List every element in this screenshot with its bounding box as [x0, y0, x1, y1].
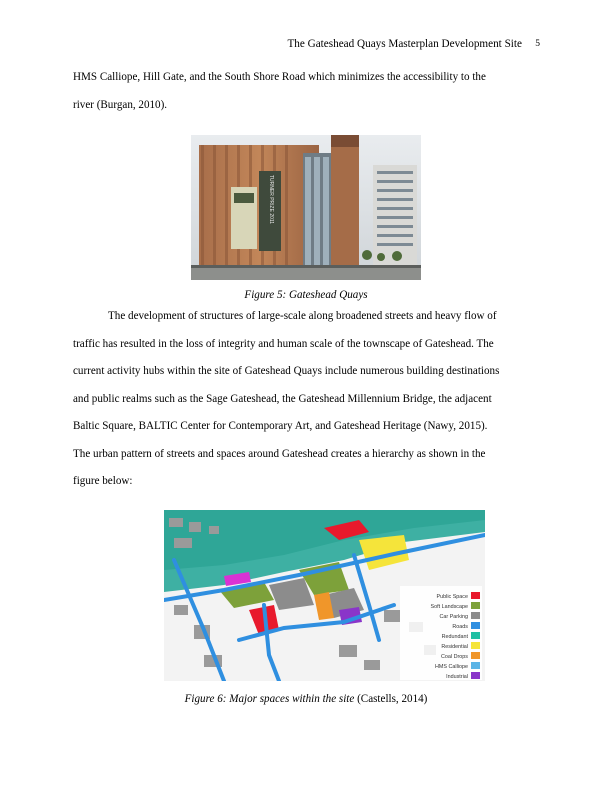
legend-label: Industrial: [446, 674, 468, 680]
legend-swatch: [471, 652, 480, 659]
legend-swatch: [471, 662, 480, 669]
paragraph-line: The urban pattern of streets and spaces around Gateshead creates a hierarchy as shown in the: [73, 447, 486, 460]
legend-label: HMS Calliope: [435, 664, 468, 670]
paragraph-line: river (Burgan, 2010).: [73, 98, 168, 111]
figure-6-caption-title: Figure 6: Major spaces within the site: [184, 693, 355, 705]
paragraph-line: The development of structures of large-scale along broadened streets and heavy flow of: [108, 310, 497, 322]
figure-6-caption: [0, 693, 612, 705]
legend-label: Coal Drops: [441, 654, 468, 660]
paragraph-line: HMS Calliope, Hill Gate, and the South Shore Road which minimizes the accessibility to the: [73, 71, 486, 83]
legend-entry: [446, 672, 480, 680]
page-number: 5: [535, 39, 540, 49]
legend-swatch: [471, 632, 480, 639]
legend-swatch: [471, 612, 480, 619]
legend-swatch: [471, 602, 480, 609]
legend-entry: [435, 662, 480, 670]
gateshead-quays-photo: [191, 135, 421, 280]
paragraph-line: and public realms such as the Sage Gateshead, the Gateshead Millennium Bridge, the adjacent: [73, 392, 492, 405]
legend-label: Roads: [452, 624, 468, 630]
map-legend: [400, 586, 482, 680]
legend-entry: [452, 622, 480, 630]
banner-text: TURNER PRIZE 2011: [268, 175, 274, 225]
paragraph-line: traffic has resulted in the loss of integrity and human scale of the townscape of Gateshead. The: [73, 337, 494, 350]
paragraph-line: current activity hubs within the site of Gateshead Quays include numerous building destinations: [73, 365, 500, 377]
legend-swatch: [471, 672, 480, 679]
legend-label: Soft Landscape: [430, 604, 468, 610]
legend-swatch: [471, 592, 480, 599]
figure-5-caption: Figure 5: Gateshead Quays: [244, 289, 368, 301]
header-title: The Gateshead Quays Masterplan Development Site: [287, 38, 522, 50]
legend-entry: [441, 652, 480, 660]
legend-label: Public Space: [436, 594, 468, 600]
legend-label: Residential: [441, 644, 468, 650]
site-map-figure: [164, 510, 485, 681]
legend-swatch: [471, 642, 480, 649]
figure-6-caption-citation: (Castells, 2014): [354, 693, 428, 705]
legend-label: Redundant: [441, 634, 468, 640]
running-header: [0, 38, 612, 52]
legend-label: Car Parking: [439, 614, 468, 620]
legend-entry: [437, 592, 480, 600]
legend-entry: [441, 642, 480, 650]
paragraph-1: [73, 64, 539, 119]
paragraph-2: [73, 303, 539, 496]
legend-entry: [431, 602, 480, 610]
legend-swatch: [471, 622, 480, 629]
legend-entry: [442, 632, 480, 640]
paragraph-line: Baltic Square, BALTIC Center for Contemporary Art, and Gateshead Heritage (Nawy, 2015).: [73, 420, 488, 432]
paragraph-line: figure below:: [73, 475, 133, 487]
legend-entry: [440, 612, 480, 620]
